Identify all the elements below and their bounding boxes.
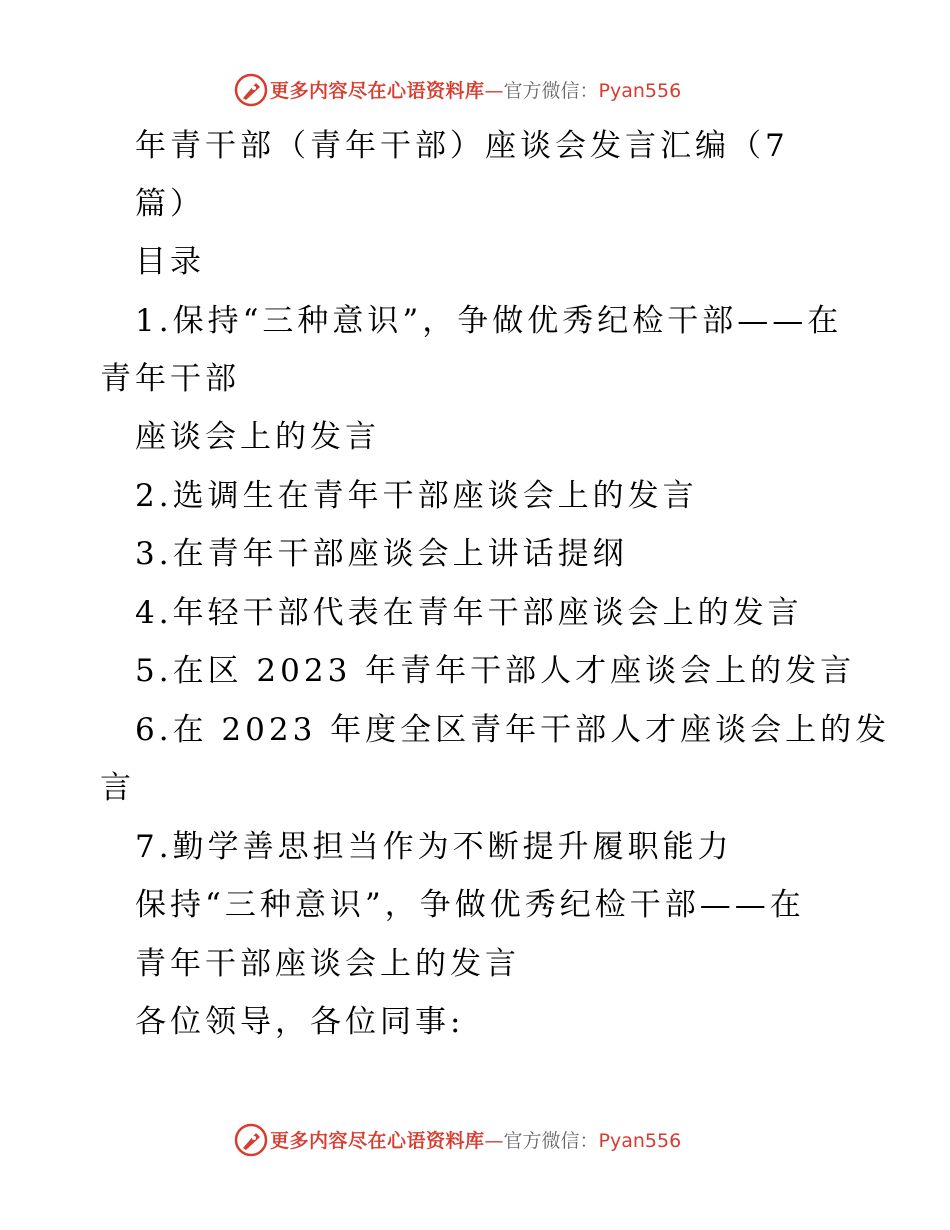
toc-item-1-cont: 青年干部 [100, 361, 240, 397]
toc-item-7: 7.勤学善思担当作为不断提升履职能力 [135, 829, 733, 865]
watermark-dash: — [484, 1130, 504, 1152]
toc-item-1: 1.保持“三种意识”，争做优秀纪检干部——在 [135, 303, 843, 339]
watermark-dash: — [484, 80, 504, 102]
watermark-brand: 更多内容尽在心语资料库 [270, 80, 485, 102]
toc-item-1-cont-2: 座谈会上的发言 [135, 419, 380, 455]
watermark-label: 官方微信： [503, 1130, 599, 1152]
section-title-line-1: 保持“三种意识”，争做优秀纪检干部——在 [135, 887, 805, 923]
toc-item-4: 4.年轻干部代表在青年干部座谈会上的发言 [135, 595, 803, 631]
document-title-line-1: 年青干部（青年干部）座谈会发言汇编（7 [135, 128, 789, 164]
watermark-wechat-id: Pyan556 [598, 80, 682, 102]
toc-item-6: 6.在 2023 年度全区青年干部人才座谈会上的发 [135, 712, 891, 748]
header-watermark [0, 71, 950, 111]
footer-watermark [0, 1121, 950, 1161]
watermark-wechat-id: Pyan556 [598, 1130, 682, 1152]
pen-nib-logo-icon [234, 1123, 268, 1157]
watermark-label: 官方微信： [503, 80, 599, 102]
watermark-brand: 更多内容尽在心语资料库 [270, 1130, 485, 1152]
toc-item-6-cont: 言 [100, 770, 135, 806]
document-title-line-2: 篇） [135, 186, 205, 222]
toc-item-2: 2.选调生在青年干部座谈会上的发言 [135, 478, 698, 514]
pen-nib-logo-icon [234, 73, 268, 107]
section-title-line-2: 青年干部座谈会上的发言 [135, 946, 520, 982]
toc-heading: 目录 [135, 244, 205, 280]
greeting: 各位领导，各位同事: [135, 1004, 465, 1040]
toc-item-3: 3.在青年干部座谈会上讲话提纲 [135, 536, 628, 572]
toc-item-5: 5.在区 2023 年青年干部人才座谈会上的发言 [135, 653, 856, 689]
